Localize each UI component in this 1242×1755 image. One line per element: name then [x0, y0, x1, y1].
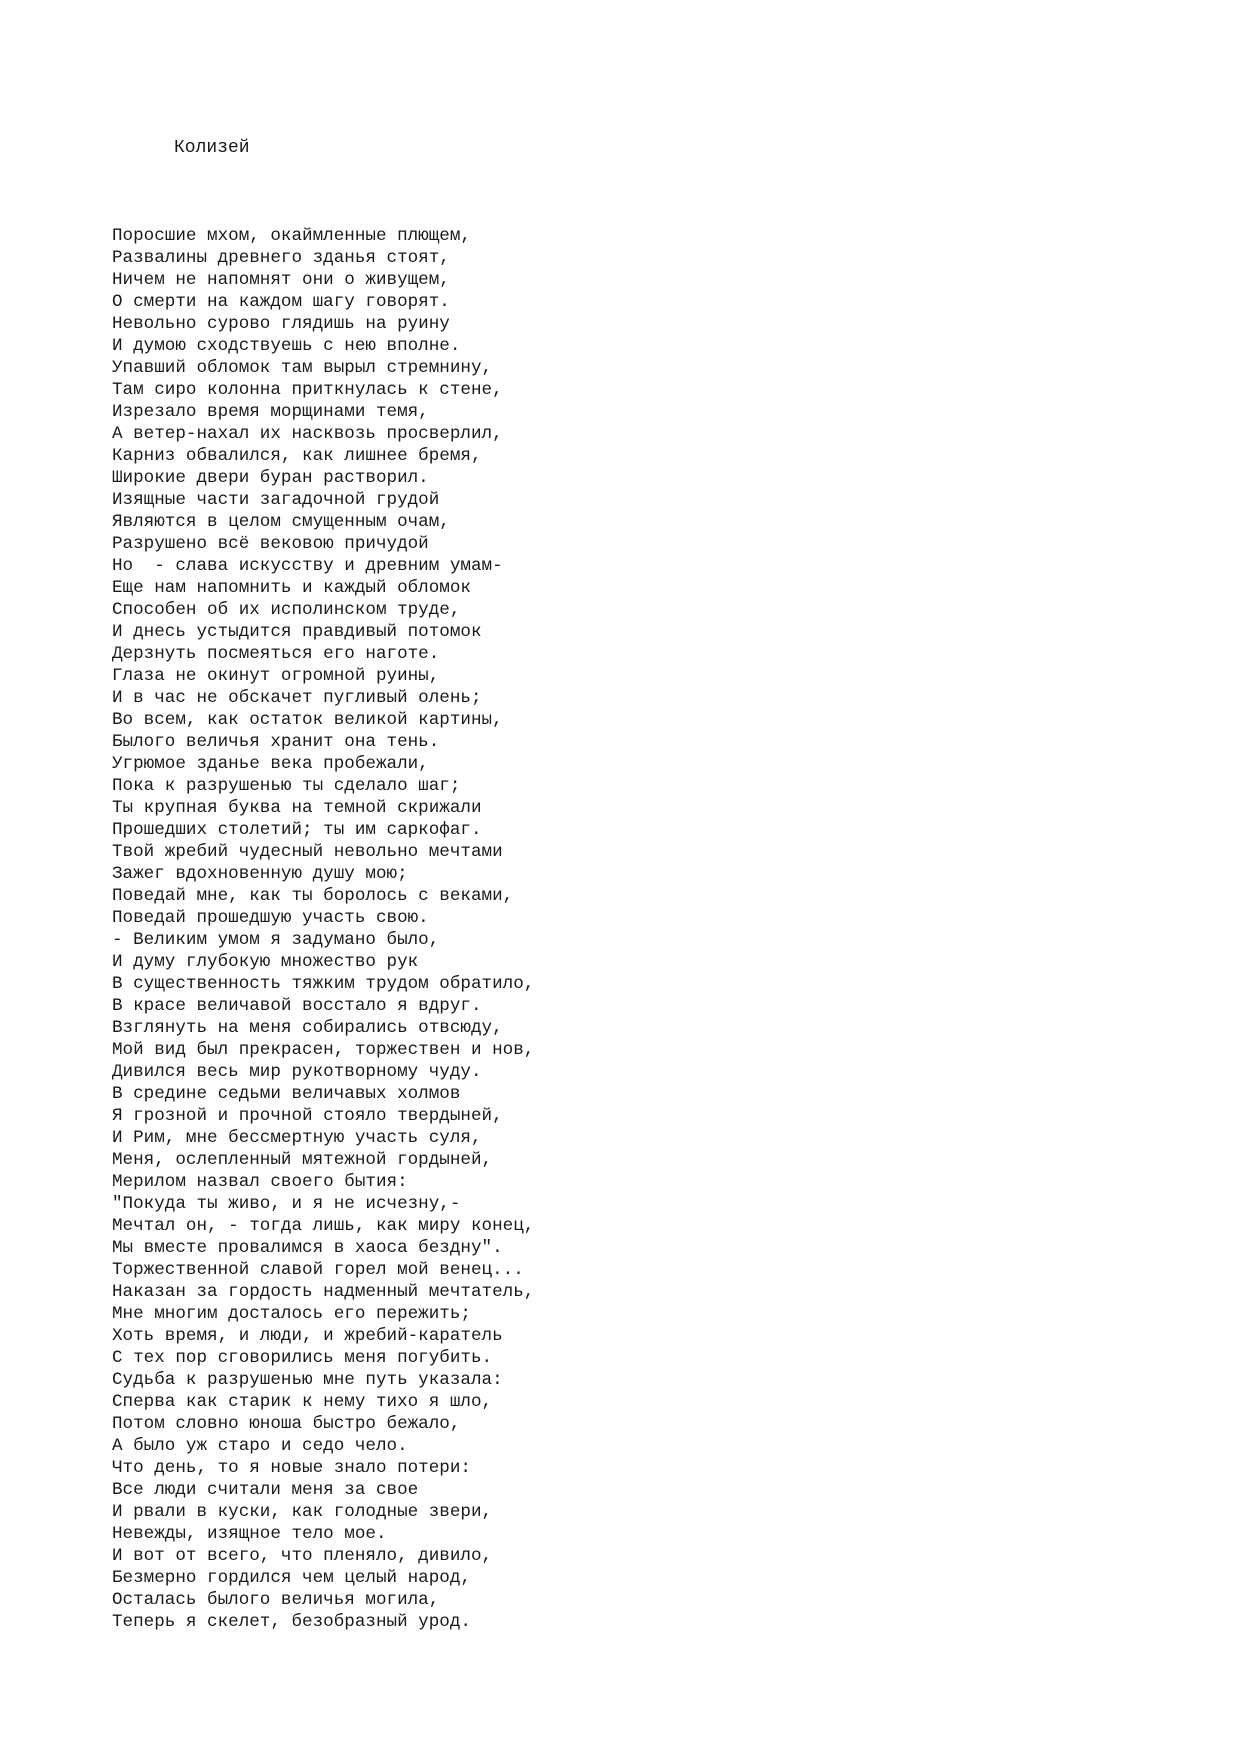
- poem-line: И рвали в куски, как голодные звери,: [112, 1502, 493, 1522]
- poem-line: Потом словно юноша быстро бежало,: [112, 1414, 461, 1434]
- poem-line: Разрушено всё вековою причудой: [112, 534, 429, 554]
- poem-line: Мерилом назвал своего бытия:: [112, 1172, 408, 1192]
- poem-line: И днесь устыдится правдивый потомок: [112, 622, 482, 642]
- poem-line: Что день, то я новые знало потери:: [112, 1458, 471, 1478]
- poem-line: Сперва как старик к нему тихо я шло,: [112, 1392, 493, 1412]
- poem-line: Взглянуть на меня собирались отвсюду,: [112, 1018, 503, 1038]
- poem-line: А ветер-нахал их насквозь просверлил,: [112, 424, 503, 444]
- poem-line: Мне многим досталось его пережить;: [112, 1304, 471, 1324]
- poem-line: Угрюмое зданье века пробежали,: [112, 754, 429, 774]
- poem-body: [112, 225, 1192, 1633]
- poem-line: Судьба к разрушенью мне путь указала:: [112, 1370, 503, 1390]
- poem-line: Развалины древнего зданья стоят,: [112, 248, 450, 268]
- poem-line: И думу глубокую множество рук: [112, 952, 419, 972]
- poem-line: Карниз обвалился, как лишнее бремя,: [112, 446, 482, 466]
- poem-line: Дерзнуть посмеяться его наготе.: [112, 644, 440, 664]
- poem-line: Изрезало время морщинами темя,: [112, 402, 429, 422]
- poem-line: Твой жребий чудесный невольно мечтами: [112, 842, 503, 862]
- poem-line: Все люди считали меня за свое: [112, 1480, 419, 1500]
- poem-line: Теперь я скелет, безобразный урод.: [112, 1612, 471, 1632]
- poem-line: Мечтал он, - тогда лишь, как миру конец,: [112, 1216, 535, 1236]
- poem-line: Поведай мне, как ты боролось с веками,: [112, 886, 514, 906]
- poem-line: Меня, ослепленный мятежной гордыней,: [112, 1150, 493, 1170]
- poem-line: И думою сходствуешь с нею вполне.: [112, 336, 461, 356]
- poem-line: Ты крупная буква на темной скрижали: [112, 798, 482, 818]
- poem-line: Зажег вдохновенную душу мою;: [112, 864, 408, 884]
- poem-line: Невольно сурово глядишь на руину: [112, 314, 450, 334]
- poem-line: Дивился весь мир рукотворному чуду.: [112, 1062, 482, 1082]
- poem-line: Былого величья хранит она тень.: [112, 732, 440, 752]
- poem-line: Способен об их исполинском труде,: [112, 600, 461, 620]
- poem-line: - Великим умом я задумано было,: [112, 930, 440, 950]
- poem-line: Во всем, как остаток великой картины,: [112, 710, 503, 730]
- poem-line: И в час не обскачет пугливый олень;: [112, 688, 482, 708]
- poem-line: "Покуда ты живо, и я не исчезну,-: [112, 1194, 461, 1214]
- poem-line: Я грозной и прочной стояло твердыней,: [112, 1106, 503, 1126]
- poem-line: Поросшие мхом, окаймленные плющем,: [112, 226, 471, 246]
- poem-line: Упавший обломок там вырыл стремнину,: [112, 358, 493, 378]
- poem-line: Безмерно гордился чем целый народ,: [112, 1568, 471, 1588]
- poem-line: Прошедших столетий; ты им саркофаг.: [112, 820, 482, 840]
- poem-line: Являются в целом смущенным очам,: [112, 512, 450, 532]
- poem-line: Мы вместе провалимся в хаоса бездну".: [112, 1238, 503, 1258]
- poem-line: С тех пор сговорились меня погубить.: [112, 1348, 493, 1368]
- poem-line: И вот от всего, что пленяло, дивило,: [112, 1546, 493, 1566]
- poem-line: Широкие двери буран растворил.: [112, 468, 429, 488]
- poem-line: О смерти на каждом шагу говорят.: [112, 292, 450, 312]
- poem-line: Наказан за гордость надменный мечтатель,: [112, 1282, 535, 1302]
- poem-line: Мой вид был прекрасен, торжествен и нов,: [112, 1040, 535, 1060]
- poem-line: Поведай прошедшую участь свою.: [112, 908, 429, 928]
- poem-line: В существенность тяжким трудом обратило,: [112, 974, 535, 994]
- poem-line: Изящные части загадочной грудой: [112, 490, 440, 510]
- poem-line: Глаза не окинут огромной руины,: [112, 666, 440, 686]
- poem-line: Пока к разрушенью ты сделало шаг;: [112, 776, 461, 796]
- poem-line: В красе величавой восстало я вдруг.: [112, 996, 482, 1016]
- poem-title: Колизей: [174, 138, 250, 158]
- poem-line: И Рим, мне бессмертную участь суля,: [112, 1128, 482, 1148]
- poem-line: Невежды, изящное тело мое.: [112, 1524, 387, 1544]
- poem-line: Но - слава искусству и древним умам-: [112, 556, 503, 576]
- poem-line: А было уж старо и седо чело.: [112, 1436, 408, 1456]
- poem-line: Осталась былого величья могила,: [112, 1590, 440, 1610]
- poem-line: Ничем не напомнят они о живущем,: [112, 270, 450, 290]
- poem-line: Там сиро колонна приткнулась к стене,: [112, 380, 503, 400]
- poem-line: В средине седьми величавых холмов: [112, 1084, 461, 1104]
- poem-line: Еще нам напомнить и каждый обломок: [112, 578, 471, 598]
- poem-line: Торжественной славой горел мой венец...: [112, 1260, 524, 1280]
- poem-line: Хоть время, и люди, и жребий-каратель: [112, 1326, 503, 1346]
